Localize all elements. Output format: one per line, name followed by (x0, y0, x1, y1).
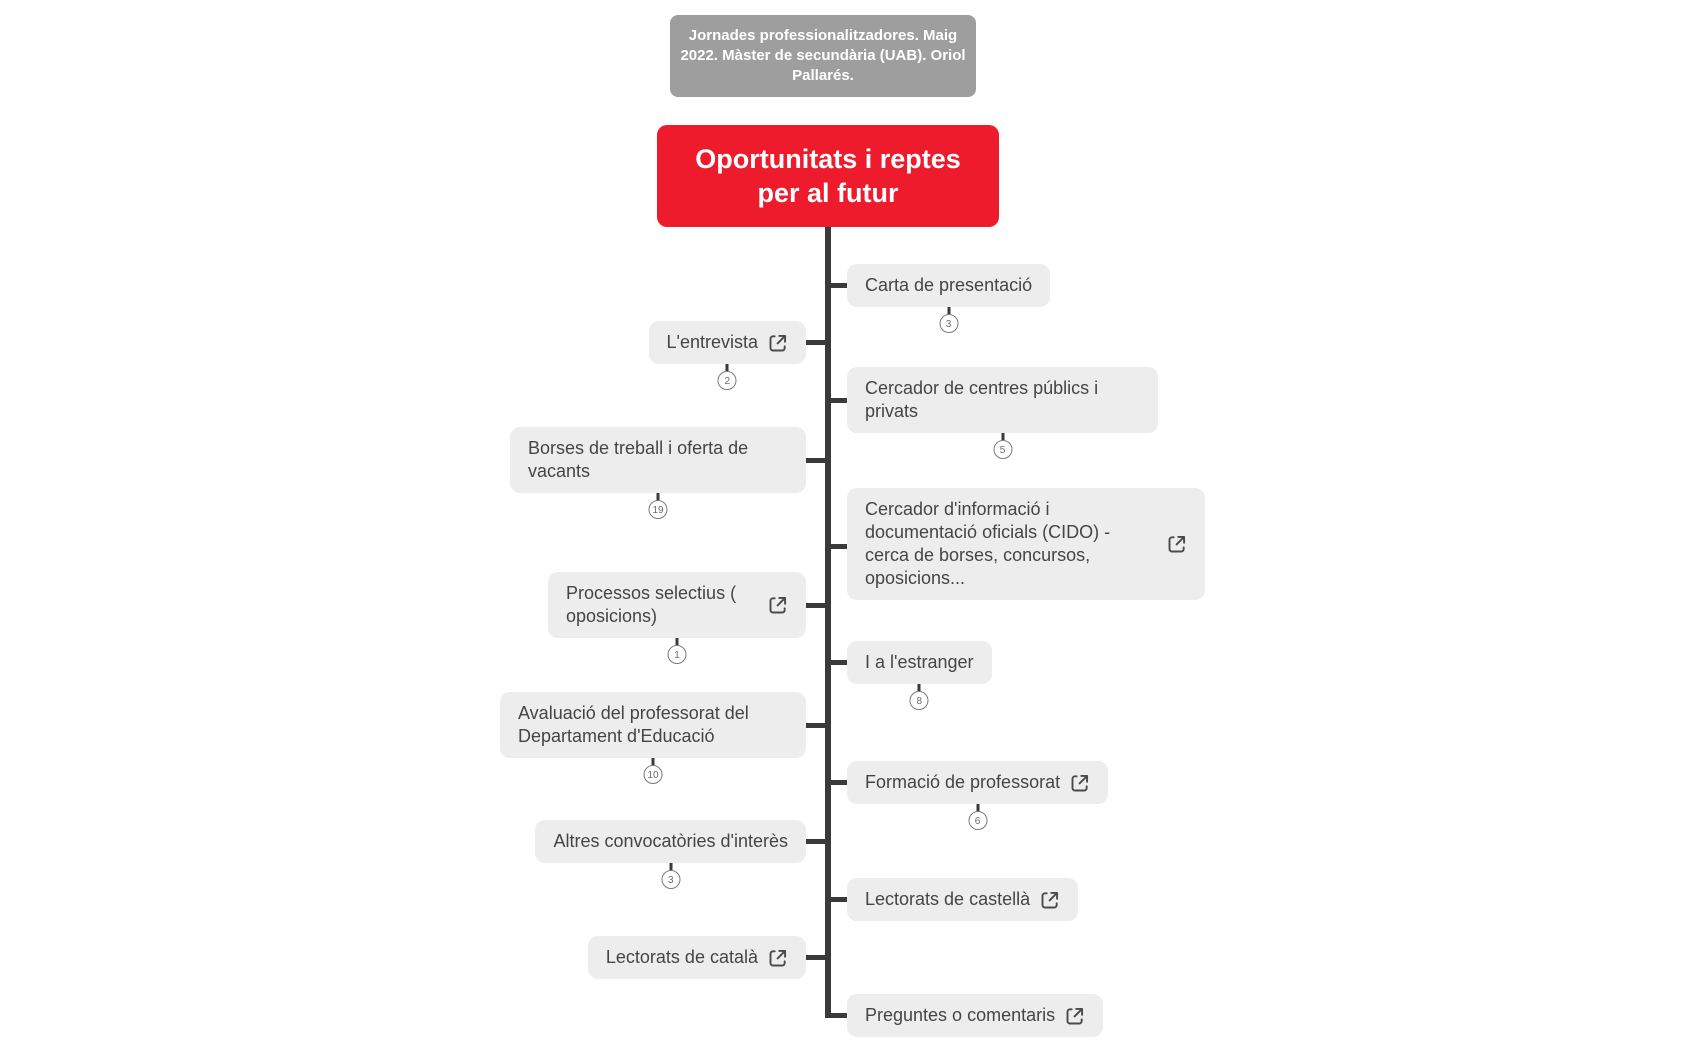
child-count-badge[interactable] (939, 307, 958, 333)
node-label: Cercador d'informació i documentació oficials (CIDO) - cerca de borses, concursos, oposicions... (865, 499, 1111, 588)
badge-stem (726, 364, 729, 371)
external-link-icon[interactable] (1070, 773, 1090, 793)
node-entrevista[interactable] (649, 321, 807, 387)
node-lectorats-castella[interactable] (847, 878, 1078, 921)
node-cercador-cido[interactable] (847, 488, 1205, 600)
branch-line (828, 660, 847, 665)
branch-line (806, 340, 828, 345)
external-link-icon[interactable] (1065, 1006, 1085, 1026)
branch-line (828, 897, 847, 902)
child-count-badge[interactable] (668, 638, 687, 664)
child-count-badge[interactable] (718, 364, 737, 390)
node-label: Borses de treball i oferta de vacants (528, 438, 749, 481)
external-link-icon[interactable] (1167, 534, 1187, 554)
node-label: Preguntes o comentaris (865, 1005, 1056, 1025)
branch-line (828, 398, 847, 403)
badge-stem (918, 684, 921, 691)
child-count-badge[interactable] (644, 758, 663, 784)
external-link-icon[interactable] (768, 595, 788, 615)
node-a-estranger[interactable] (847, 641, 992, 707)
badge-count: 8 (910, 691, 929, 710)
badge-count: 2 (718, 371, 737, 390)
badge-count: 19 (649, 500, 668, 519)
node-label: L'entrevista (666, 332, 758, 352)
branch-line (806, 723, 828, 728)
badge-count: 6 (968, 811, 987, 830)
child-count-badge[interactable] (910, 684, 929, 710)
child-count-badge[interactable] (649, 493, 668, 519)
branch-line (806, 839, 828, 844)
branch-line (828, 283, 847, 288)
branch-line (806, 458, 828, 463)
child-count-badge[interactable] (661, 863, 680, 889)
badge-stem (652, 758, 655, 765)
badge-stem (976, 804, 979, 811)
badge-count: 1 (668, 645, 687, 664)
node-cercador-centres[interactable] (847, 367, 1158, 456)
node-label: Lectorats de català (605, 947, 758, 967)
node-lectorats-catala[interactable] (588, 936, 806, 979)
node-label: Avaluació del professorat del Departament d'Educació (518, 703, 749, 746)
branch-line (828, 544, 847, 549)
external-link-icon[interactable] (768, 333, 788, 353)
child-count-badge[interactable] (968, 804, 987, 830)
badge-count: 3 (661, 870, 680, 889)
branch-line (806, 603, 828, 608)
node-label: Formació de professorat (865, 772, 1061, 792)
node-preguntes-comentaris[interactable] (847, 994, 1103, 1037)
branch-line (828, 1013, 847, 1018)
node-carta-de-presentacio[interactable] (847, 264, 1050, 330)
badge-stem (1001, 433, 1004, 440)
node-processos-selectius[interactable] (548, 572, 806, 661)
node-borses-de-treball[interactable] (510, 427, 806, 516)
branch-line (828, 780, 847, 785)
badge-count: 5 (993, 440, 1012, 459)
external-link-icon[interactable] (1040, 890, 1060, 910)
badge-stem (657, 493, 660, 500)
node-label: Lectorats de castellà (865, 889, 1031, 909)
badge-stem (676, 638, 679, 645)
node-label: Carta de presentació (865, 275, 1033, 295)
node-label: I a l'estranger (865, 652, 974, 672)
branch-line (806, 955, 828, 960)
node-formacio-professorat[interactable] (847, 761, 1108, 827)
floating-note[interactable]: Jornades professionalitzadores. Maig 2022. Màster de secundària (UAB). Oriol Pallarés. (670, 15, 976, 97)
root-topic-label: Oportunitats i reptes per al futur (695, 144, 961, 208)
child-count-badge[interactable] (993, 433, 1012, 459)
node-label: Altres convocatòries d'interès (553, 831, 788, 851)
badge-count: 10 (644, 765, 663, 784)
badge-stem (947, 307, 950, 314)
node-altres-convocatories[interactable] (535, 820, 806, 886)
node-label: Processos selectius ( oposicions) (566, 583, 737, 626)
node-label: Cercador de centres públics i privats (865, 378, 1099, 421)
badge-stem (669, 863, 672, 870)
node-avaluacio-professorat[interactable] (500, 692, 806, 781)
badge-count: 3 (939, 314, 958, 333)
root-topic[interactable] (657, 125, 999, 227)
external-link-icon[interactable] (768, 948, 788, 968)
